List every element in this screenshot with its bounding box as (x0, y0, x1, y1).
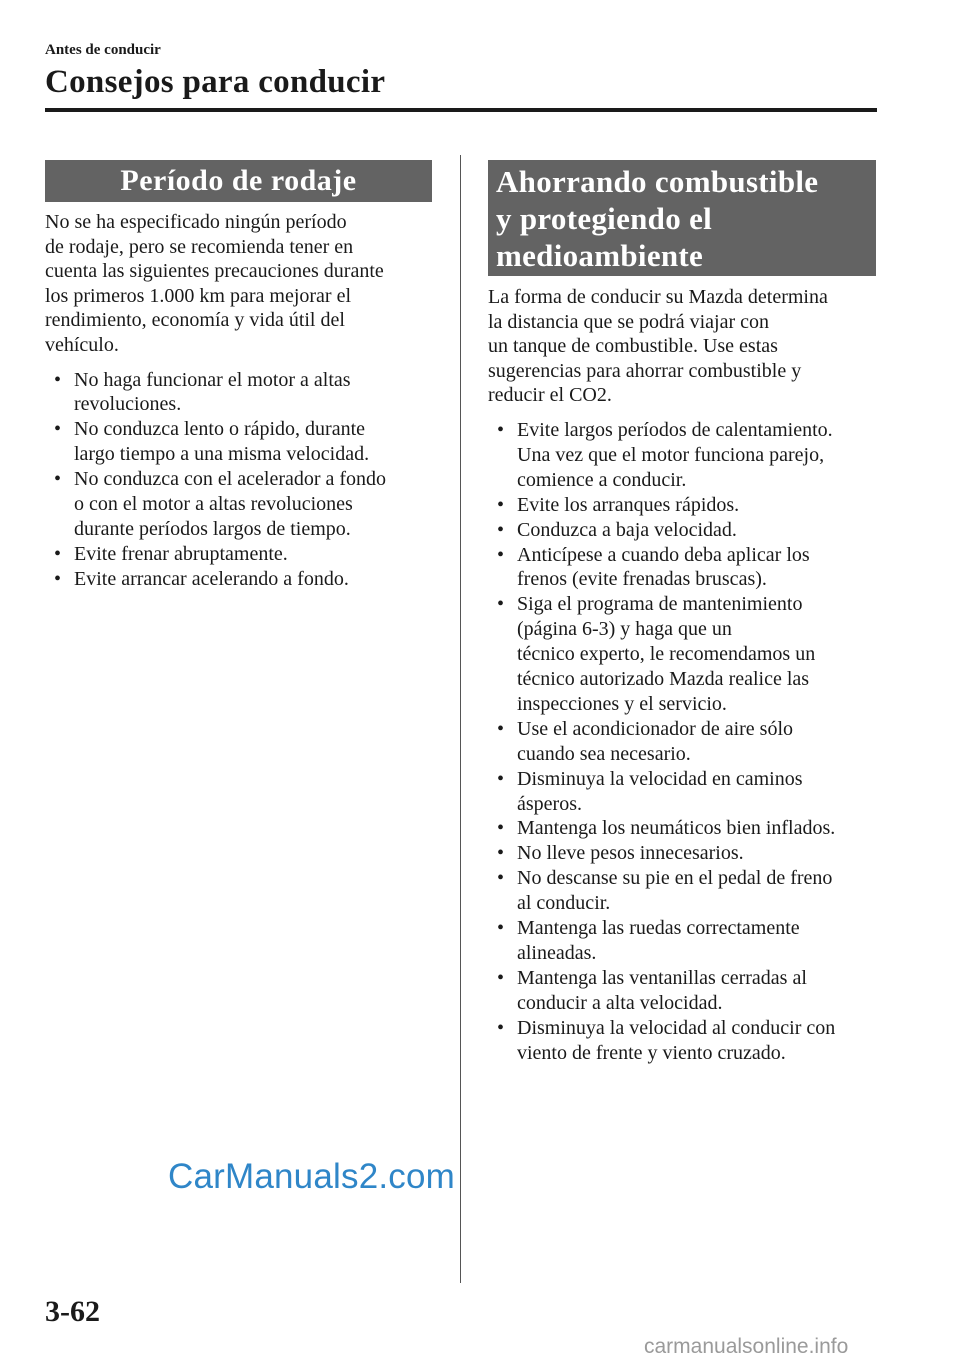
section-label: Antes de conducir (45, 42, 161, 58)
fuel-saving-list (488, 418, 876, 1066)
left-column (45, 160, 432, 592)
intro-line: la distancia que se podrá viajar con (488, 310, 769, 333)
item-line: técnico experto, le recomendamos un (517, 643, 816, 666)
item-line: Siga el programa de mantenimiento (517, 593, 803, 616)
list-item (497, 916, 876, 966)
break-in-intro (45, 210, 432, 358)
title-line: Ahorrando combustible (496, 164, 819, 199)
bullet-icon: • (497, 966, 505, 989)
item-line: largo tiempo a una misma velocidad. (74, 443, 370, 466)
bullet-icon: • (54, 468, 62, 491)
list-item (497, 767, 876, 817)
bullet-icon: • (497, 767, 505, 790)
list-item (497, 841, 876, 866)
bullet-icon: • (497, 817, 505, 840)
item-line: Use el acondicionador de aire sólo (517, 717, 794, 740)
item-line: Disminuya la velocidad al conducir con (517, 1016, 836, 1039)
bullet-icon: • (497, 593, 505, 616)
item-line: alineadas. (517, 942, 597, 964)
list-item (497, 966, 876, 1016)
item-line: Evite arrancar acelerando a fondo. (74, 567, 349, 590)
list-item (54, 467, 432, 542)
list-item (497, 543, 876, 593)
bullet-icon: • (497, 1016, 505, 1039)
item-line: Mantenga las ventanillas cerradas al (517, 966, 807, 989)
intro-line: cuenta las siguientes precauciones durante (45, 260, 384, 283)
column-divider (460, 155, 461, 1283)
item-line: cuando sea necesario. (517, 742, 691, 765)
item-line: viento de frente y viento cruzado. (517, 1041, 786, 1064)
item-line: durante períodos largos de tiempo. (74, 518, 351, 540)
section-title-fuel-saving (488, 160, 876, 276)
bullet-icon: • (497, 867, 505, 890)
watermark-logo: CarManuals2.com (168, 1157, 455, 1196)
list-item (497, 816, 876, 841)
list-item (497, 717, 876, 767)
intro-line: los primeros 1.000 km para mejorar el (45, 284, 352, 307)
intro-line: un tanque de combustible. Use estas (488, 335, 778, 358)
item-line: Anticípese a cuando deba aplicar los (517, 543, 810, 566)
list-item (54, 368, 432, 418)
intro-line: vehículo. (45, 333, 119, 356)
item-line: al conducir. (517, 892, 611, 915)
intro-line: de rodaje, pero se recomienda tener en (45, 235, 354, 258)
list-item (497, 592, 876, 717)
item-line: revoluciones. (74, 393, 182, 416)
bullet-icon: • (54, 542, 62, 565)
right-column (488, 160, 876, 1066)
bullet-icon: • (497, 717, 505, 740)
intro-line: sugerencias para ahorrar combustible y (488, 359, 802, 382)
bullet-icon: • (497, 842, 505, 865)
intro-line: reducir el CO2. (488, 384, 612, 407)
break-in-list (45, 368, 432, 592)
bullet-icon: • (497, 418, 505, 441)
bullet-icon: • (54, 567, 62, 590)
item-line: No haga funcionar el motor a altas (74, 368, 351, 391)
item-line: Evite los arranques rápidos. (517, 493, 740, 516)
item-line: conducir a alta velocidad. (517, 991, 723, 1014)
item-line: inspecciones y el servicio. (517, 692, 727, 715)
item-line: o con el motor a altas revoluciones (74, 493, 353, 516)
list-item (54, 542, 432, 567)
bullet-icon: • (497, 518, 505, 541)
header-rule (45, 108, 877, 112)
item-line: Mantenga los neumáticos bien inflados. (517, 817, 836, 840)
item-line: (página 6-3) y haga que un (517, 618, 732, 641)
list-item (497, 418, 876, 493)
title-line: y protegiendo el (496, 201, 713, 236)
bullet-icon: • (54, 368, 62, 391)
intro-line: La forma de conducir su Mazda determina (488, 286, 828, 308)
item-line: No conduzca lento o rápido, durante (74, 418, 366, 441)
bullet-icon: • (497, 493, 505, 516)
title-line: medioambiente (496, 238, 704, 273)
item-line: comience a conducir. (517, 468, 687, 491)
item-line: No lleve pesos innecesarios. (517, 842, 744, 865)
item-line: Una vez que el motor funciona parejo, (517, 443, 825, 466)
intro-line: rendimiento, economía y vida útil del (45, 309, 345, 332)
item-line: frenos (evite frenadas bruscas). (517, 568, 767, 591)
fuel-saving-intro (488, 285, 876, 408)
item-line: ásperos. (517, 792, 582, 815)
item-line: Evite largos períodos de calentamiento. (517, 418, 833, 441)
footer-site-watermark: carmanualsonline.info (644, 1335, 849, 1358)
chapter-title: Consejos para conducir (45, 64, 386, 100)
list-item (497, 1016, 876, 1066)
item-line: Disminuya la velocidad en caminos (517, 767, 803, 790)
item-line: No conduzca con el acelerador a fondo (74, 468, 387, 491)
intro-line: No se ha especificado ningún período (45, 211, 347, 233)
bullet-icon: • (497, 543, 505, 566)
item-line: Conduzca a baja velocidad. (517, 518, 737, 541)
page-number: 3-62 (45, 1295, 100, 1328)
item-line: No descanse su pie en el pedal de freno (517, 867, 833, 890)
item-line: Mantenga las ruedas correctamente (517, 917, 800, 940)
list-item (497, 493, 876, 518)
list-item (54, 417, 432, 467)
section-title-break-in: Período de rodaje (45, 160, 432, 202)
item-line: Evite frenar abruptamente. (74, 542, 288, 565)
bullet-icon: • (54, 418, 62, 441)
item-line: técnico autorizado Mazda realice las (517, 668, 810, 691)
list-item (497, 866, 876, 916)
page-header (45, 40, 877, 102)
list-item (497, 518, 876, 543)
bullet-icon: • (497, 917, 505, 940)
list-item (54, 567, 432, 592)
